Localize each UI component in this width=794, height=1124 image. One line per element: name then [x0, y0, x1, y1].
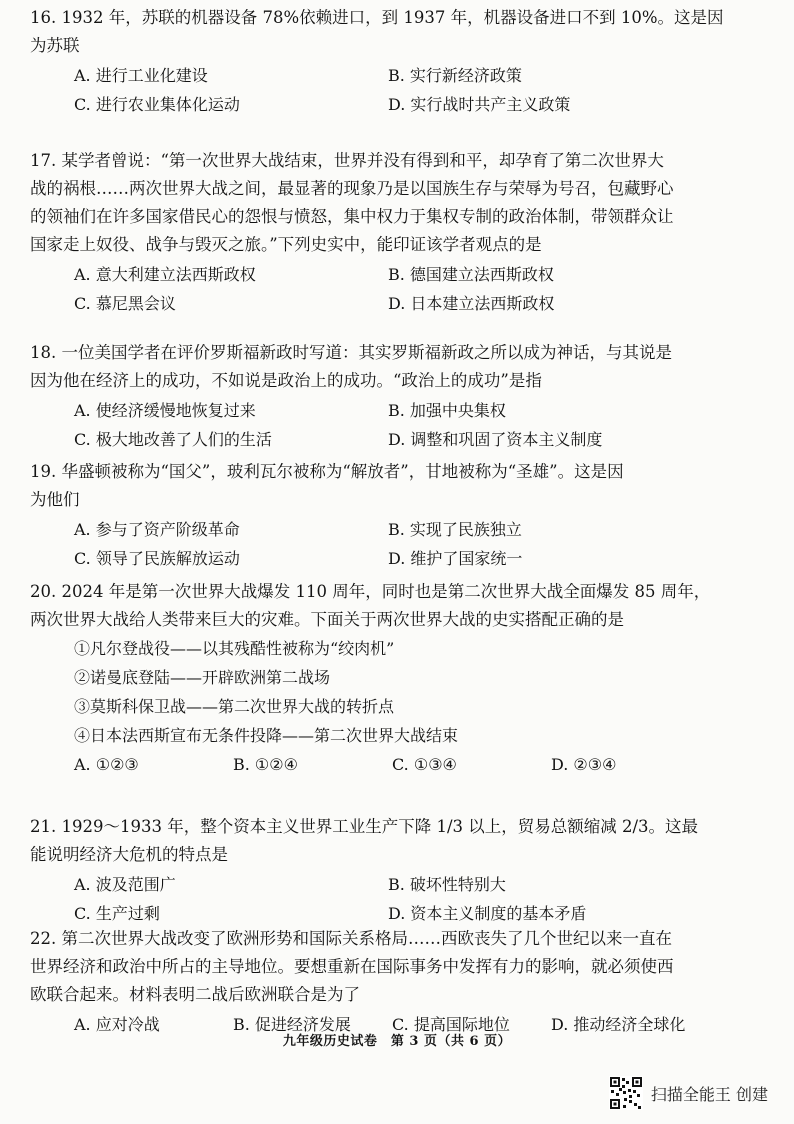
question-17: [30, 147, 760, 317]
question-20: [30, 578, 760, 779]
page-footer: 九年级历史试卷 第 3 页（共 6 页）: [282, 1034, 512, 1049]
question-stem: 16. 1932 年，苏联的机器设备 78%依赖进口，到 1937 年，机器设备进口不到 10%。这是因 为苏联: [30, 8, 724, 55]
option-b: B. 促进经济发展: [233, 1015, 351, 1034]
question-19: [30, 458, 760, 572]
question-stem: 21. 1929～1933 年，整个资本主义世界工业生产下降 1/3 以上，贸易总额缩减 2/3。这最 能说明经济大危机的特点是: [30, 817, 699, 864]
option-d: D. 资本主义制度的基本矛盾: [388, 904, 587, 923]
option-a: A. 应对冷战: [74, 1015, 160, 1034]
option-b: B. 实现了民族独立: [388, 520, 522, 539]
option-c: C. ①③④: [392, 755, 457, 774]
qr-code-icon: [609, 1076, 643, 1110]
option-c: C. 慕尼黑会议: [74, 294, 176, 313]
question-22: [30, 925, 760, 1038]
option-b: B. 破坏性特别大: [388, 875, 506, 894]
option-d: D. 维护了国家统一: [388, 549, 523, 568]
option-d: D. 实行战时共产主义政策: [388, 95, 571, 114]
option-c: C. 领导了民族解放运动: [74, 549, 240, 568]
option-b: B. 德国建立法西斯政权: [388, 265, 554, 284]
option-d: D. ②③④: [551, 755, 617, 774]
option-b: B. 实行新经济政策: [388, 66, 522, 85]
option-d: D. 日本建立法西斯政权: [388, 294, 555, 313]
option-c: C. 生产过剩: [74, 904, 160, 923]
scanner-label: 扫描全能王 创建: [650, 1084, 768, 1104]
statement-1: ①凡尔登战役——以其残酷性被称为“绞肉机”: [74, 639, 395, 658]
option-a: A. ①②③: [74, 755, 139, 774]
question-stem: 20. 2024 年是第一次世界大战爆发 110 周年，同时也是第二次世界大战全面爆发 85 周年， 两次世界大战给人类带来巨大的灾难。下面关于两次世界大战的史实搭配正确的是: [30, 582, 711, 629]
option-a: A. 使经济缓慢地恢复过来: [74, 401, 256, 420]
scanner-watermark: [609, 1074, 768, 1112]
option-b: B. ①②④: [233, 755, 298, 774]
option-c: C. 极大地改善了人们的生活: [74, 430, 272, 449]
question-21: [30, 813, 760, 927]
question-stem: 18. 一位美国学者在评价罗斯福新政时写道：其实罗斯福新政之所以成为神话，与其说是 因为他在经济上的成功，不如说是政治上的成功。“政治上的成功”是指: [30, 343, 672, 390]
option-c: C. 提高国际地位: [392, 1015, 510, 1034]
question-stem: 17. 某学者曾说：“第一次世界大战结束，世界并没有得到和平，却孕育了第二次世界大 战的祸根……两次世界大战之间，最显著的现象乃是以国族生存与荣辱为号召，包藏野心 的领袖们在许多国家借民心的怨恨与愤怒，集中权力于集权专制的政治体制，带领群众让 国家走上奴役、战争与毁灭之旅。”下列史实中，能印证该学者观点的是: [30, 151, 674, 254]
option-a: A. 进行工业化建设: [74, 66, 208, 85]
question-stem: 22. 第二次世界大战改变了欧洲形势和国际关系格局……西欧丧失了几个世纪以来一直在 世界经济和政治中所占的主导地位。要想重新在国际事务中发挥有力的影响，就必须使西 欧联合起来。材料表明二战后欧洲联合是为了: [30, 929, 674, 1004]
option-a: A. 意大利建立法西斯政权: [74, 265, 256, 284]
statement-3: ③莫斯科保卫战——第二次世界大战的转折点: [74, 697, 395, 716]
statement-4: ④日本法西斯宣布无条件投降——第二次世界大战结束: [74, 726, 459, 745]
option-d: D. 调整和巩固了资本主义制度: [388, 430, 603, 449]
question-16: [30, 4, 760, 118]
option-b: B. 加强中央集权: [388, 401, 506, 420]
option-d: D. 推动经济全球化: [551, 1015, 686, 1034]
option-c: C. 进行农业集体化运动: [74, 95, 240, 114]
question-stem: 19. 华盛顿被称为“国父”，玻利瓦尔被称为“解放者”，甘地被称为“圣雄”。这是因 为他们: [30, 462, 624, 509]
question-18: [30, 339, 760, 453]
statement-2: ②诺曼底登陆——开辟欧洲第二战场: [74, 668, 331, 687]
option-a: A. 波及范围广: [74, 875, 176, 894]
option-a: A. 参与了资产阶级革命: [74, 520, 240, 539]
